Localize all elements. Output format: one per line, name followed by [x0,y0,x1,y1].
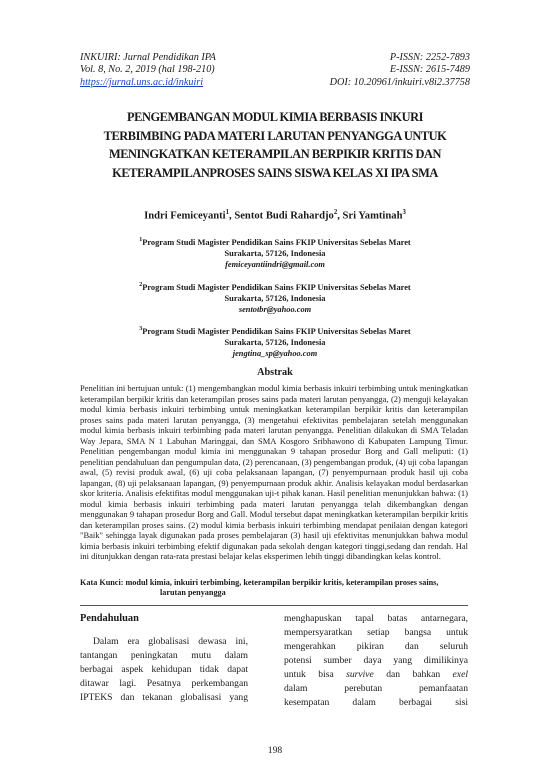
body-line: menghapuskan tapal batas antarnegara, [284,613,468,624]
keywords [80,578,468,599]
affiliation-email: femiceyantiindri@gmail.com [225,259,325,269]
running-header [80,52,470,89]
section-heading: Pendahuluan [80,613,139,624]
keywords-line: larutan penyangga [160,588,226,598]
paper-title [70,108,480,182]
volume-info: Vol. 8, No. 2, 2019 (hal 198-210) [80,64,215,76]
body-line: potensi sumber daya yang dimilikinya [284,655,468,666]
affiliation-mark: 3 [139,326,143,332]
keywords-line: Kata Kunci: modul kimia, inkuiri terbimbing, keterampilan berpikir kritis, keterampilan proses sains, [80,578,439,587]
body-line: dalam perebutan pemanfaatan [284,683,468,694]
affiliation-city: Surakarta, 57126, Indonesia [224,293,326,303]
affiliation-block [90,235,460,270]
abstract-heading: Abstrak [257,367,293,378]
affiliation-mark: 2 [139,282,143,288]
body-line: IPTEKS dan tekanan globalisasi yang [80,692,248,703]
author-name: Sentot Budi Rahardjo [234,210,334,222]
affiliation-city: Surakarta, 57126, Indonesia [224,337,326,347]
author-separator: , [337,210,343,222]
affiliation-city: Surakarta, 57126, Indonesia [224,248,326,258]
emphasized-term: exel [452,669,468,680]
author-affiliation-mark: 2 [333,209,338,216]
e-issn: E-ISSN: 2615-7489 [389,64,470,76]
title-line: MENINGKATKAN KETERAMPILAN BERPIKIR KRITIS DAN [109,147,441,162]
affiliation-program: Program Studi Magister Pendidikan Sains FKIP Universitas Sebelas Maret [142,237,411,247]
author-name: Indri Femiceyanti [144,210,226,222]
abstract-text: Penelitian ini bertujuan untuk: (1) mengembangkan modul kimia berbasis inkuiri terbimbing untuk meningkatkan keterampilan berpikir kritis dan keterampilan proses sains pada materi larutan penyangga, (2) menguji kelayakan modul kimia berbasis inkuiri terbimbing untuk meningkatkan keterampilan berpikir kritis dan keterampilan proses sains pada materi larutan penyangga, (3) mengetahui efektivitas pembelajaran setelah menggunakan modul kimia berbasis inkuiri terbimbing pada materi larutan penyangga. Penelitian dilakukan di SMA Teladan Way Jepara, SMA N 1 Labuhan Maringgai, dan SMA Kosgoro Sribhawono di Kabupaten Lampung Timur. Penelitian pengembangan modul kimia ini menggunakan 9 tahapan prosedur Borg and Gall meliputi: (1) penelitian pendahuluan dan pengumpulan data, (2) perencanaan, (3) pengembangan produk, (4) uji coba lapangan awal, (5) revisi produk awal, (6) uji coba pelaksanaan lapangan, (7) penyempurnaan produk hasil uji coba lapangan, (8) uji pelaksanaan lapangan, (9) penyempurnaan produk akhir. Analisis kelayakan modul berdasarkan skor kriteria. Analisis efektifitas modul menggunakan uji-t pihak kanan. Hasil penelitian menunjukkan bahwa: (1) modul kimia berbasis inkuiri terbimbing pada materi larutan penyangga telah dikembangkan dengan menggunakan 9 tahapan prosedur Borg and Gall. Modul tersebut dapat meningkatkan keterampilan berpikir kritis dan keterampilan proses sains. (2) modul kimia berbasis inkuiri terbimbing mendapat penilaian dengan kategori "Baik" sehingga layak digunakan pada proses pembelajaran (3) hasil uji efektivitas menunjukkan bahwa modul kimia berbasis inkuiri terbimbing efektif digunakan pada sekolah dengan kategori tinggi,sedang dan rendah. Hal ini ditunjukkan dengan rata-rata prestasi belajar kelas eksperimen lebih tinggi dibandingkan kelas kontrol. [80,383,468,561]
affiliation-mark: 1 [139,237,143,243]
affiliation-block [90,324,460,359]
body-line: ditawar lagi. Pesatnya perkembangan [80,678,248,689]
affiliation-block [90,280,460,315]
body-line: kesempatan dalam berbagai sisi [284,697,468,708]
title-line: KETERAMPILANPROSES SAINS SISWA KELAS XI IPA SMA [112,165,438,180]
author-name: Sri Yamtinah [342,210,403,222]
affiliation-program: Program Studi Magister Pendidikan Sains FKIP Universitas Sebelas Maret [142,326,411,336]
body-column-right [284,612,468,710]
section-divider [80,605,468,606]
affiliation-email: sentotbr@yahoo.com [238,304,312,314]
emphasized-term: survive [346,669,374,680]
author-affiliation-mark: 3 [402,209,406,216]
body-line: tantangan peningkatan mutu dalam [80,650,248,661]
body-line: berbagai aspek kehidupan tidak dapat [80,664,248,675]
author-separator: , [229,210,235,222]
p-issn: P-ISSN: 2252-7893 [389,52,470,63]
body-line: Dalam era globalisasi dewasa ini, [93,636,248,647]
body-line: mengerahkan pikiran dan seluruh [284,641,468,652]
body-line: mempersyaratkan setiap bangsa untuk [284,627,468,638]
page-number: 198 [267,745,283,756]
body-column-left [80,612,248,705]
affiliation-email: jengtina_sp@yahoo.com [232,348,318,358]
title-line: TERBIMBING PADA MATERI LARUTAN PENYANGGA UNTUK [103,128,447,143]
journal-url-link[interactable]: https://jurnal.uns.ac.id/inkuiri [80,76,204,88]
title-line: PENGEMBANGAN MODUL KIMIA BERBASIS INKURI [127,110,423,124]
body-line: untuk bisa survive dan bahkan exel [284,669,468,680]
author-list [70,209,480,222]
journal-name: INKUIRI: Jurnal Pendidikan IPA [80,52,216,63]
affiliation-program: Program Studi Magister Pendidikan Sains FKIP Universitas Sebelas Maret [142,282,411,292]
author-affiliation-mark: 1 [225,209,230,216]
doi: DOI: 10.20961/inkuiri.v8i2.37758 [329,76,470,88]
